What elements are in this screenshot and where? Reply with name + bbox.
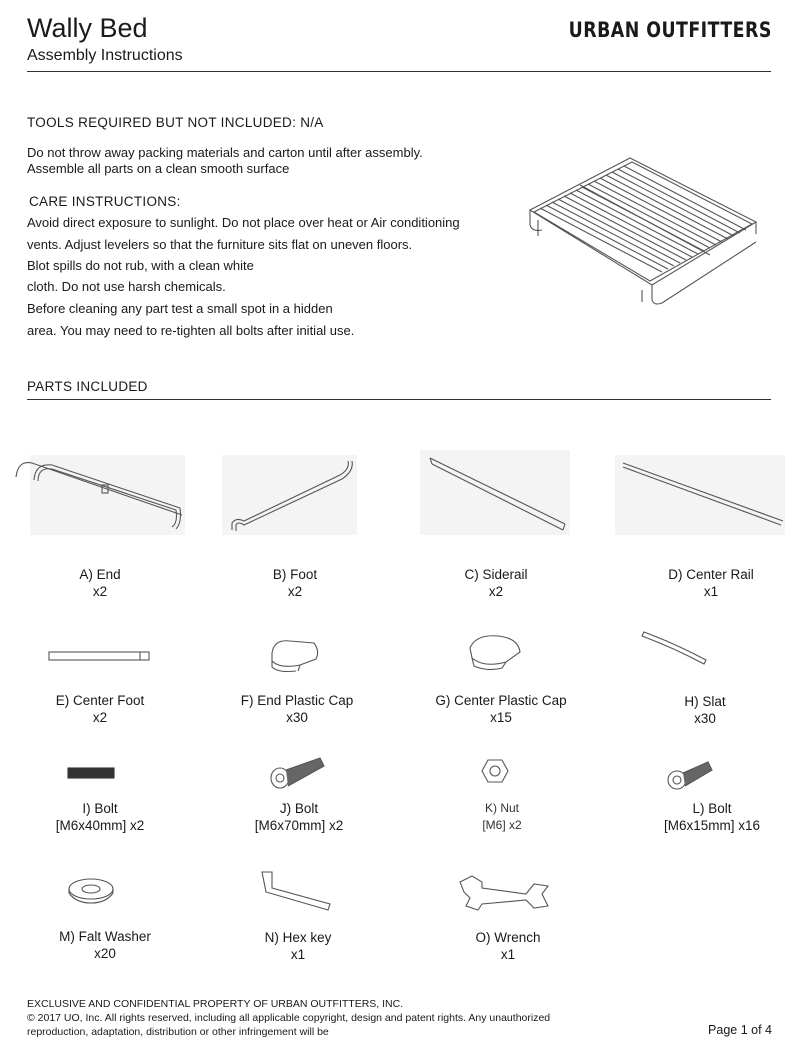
care-line: cloth. Do not use harsh chemicals. bbox=[27, 279, 226, 294]
nut-icon bbox=[480, 756, 510, 786]
brand-logo: URBAN OUTFITTERS bbox=[568, 18, 772, 42]
footer-line: reproduction, adaptation, distribution or other infringement will be bbox=[27, 1026, 329, 1038]
flat-washer-icon bbox=[66, 876, 116, 906]
part-qty: x15 bbox=[490, 710, 512, 725]
part-k bbox=[417, 800, 587, 834]
footer-line: © 2017 UO, Inc. All rights reserved, including all applicable copyright, design and patent rights. Any unauthorized bbox=[27, 1012, 551, 1024]
care-line: Avoid direct exposure to sunlight. Do not place over heat or Air conditioning bbox=[27, 215, 460, 230]
parts-divider bbox=[27, 399, 771, 400]
part-qty: [M6] x2 bbox=[482, 818, 522, 832]
center-rail-icon bbox=[615, 455, 785, 535]
part-qty: [M6x40mm] x2 bbox=[55, 818, 145, 833]
tools-required: TOOLS REQUIRED BUT NOT INCLUDED: N/A bbox=[27, 115, 324, 130]
part-qty: [M6x15mm] x16 bbox=[663, 818, 761, 833]
part-name: L) Bolt bbox=[692, 801, 732, 816]
part-name: B) Foot bbox=[272, 567, 318, 582]
parts-heading: PARTS INCLUDED bbox=[27, 379, 148, 394]
part-qty: [M6x70mm] x2 bbox=[254, 818, 344, 833]
part-qty: x2 bbox=[92, 710, 108, 725]
part-qty: x30 bbox=[694, 711, 716, 726]
slat-icon bbox=[640, 628, 710, 670]
part-j bbox=[214, 800, 384, 834]
part-qty: x20 bbox=[94, 946, 116, 961]
part-name: E) Center Foot bbox=[55, 693, 145, 708]
end-plastic-cap-icon bbox=[266, 633, 322, 673]
bed-frame-illustration bbox=[520, 150, 765, 310]
part-f bbox=[212, 692, 382, 726]
bolt-m6x15-icon bbox=[664, 758, 714, 792]
part-l bbox=[627, 800, 797, 834]
part-m bbox=[20, 928, 190, 962]
part-g bbox=[416, 692, 586, 726]
note-line: Assemble all parts on a clean smooth surface bbox=[27, 161, 290, 176]
part-name: H) Slat bbox=[684, 694, 726, 709]
care-line: Before cleaning any part test a small spot in a hidden bbox=[27, 301, 333, 316]
part-h bbox=[620, 693, 790, 727]
part-name: K) Nut bbox=[484, 801, 519, 815]
part-a bbox=[15, 566, 185, 600]
footer-legal bbox=[27, 997, 627, 1039]
part-qty: x1 bbox=[703, 584, 719, 599]
header-divider bbox=[27, 71, 771, 72]
part-n bbox=[213, 929, 383, 963]
part-name: M) Falt Washer bbox=[59, 929, 151, 944]
part-o bbox=[423, 929, 593, 963]
care-line: vents. Adjust levelers so that the furniture sits flat on uneven floors. bbox=[27, 237, 413, 252]
page-number: Page 1 of 4 bbox=[708, 1023, 772, 1037]
part-i bbox=[15, 800, 185, 834]
part-d bbox=[626, 566, 796, 600]
part-c bbox=[411, 566, 581, 600]
part-name: D) Center Rail bbox=[668, 567, 754, 582]
center-foot-icon bbox=[48, 650, 152, 664]
part-qty: x2 bbox=[287, 584, 303, 599]
end-rail-icon bbox=[30, 455, 185, 535]
hex-key-icon bbox=[256, 866, 336, 912]
part-name: O) Wrench bbox=[475, 930, 541, 945]
part-b bbox=[210, 566, 380, 600]
wrench-icon bbox=[456, 872, 551, 914]
part-qty: x1 bbox=[290, 947, 306, 962]
bolt-m6x40-icon bbox=[66, 766, 116, 780]
document-title: Wally Bed bbox=[27, 13, 148, 43]
part-e bbox=[15, 692, 185, 726]
part-name: G) Center Plastic Cap bbox=[435, 693, 567, 708]
footer-line: EXCLUSIVE AND CONFIDENTIAL PROPERTY OF URBAN OUTFITTERS, INC. bbox=[27, 998, 404, 1010]
part-qty: x2 bbox=[92, 584, 108, 599]
part-name: C) Siderail bbox=[464, 567, 528, 582]
part-name: A) End bbox=[79, 567, 121, 582]
part-qty: x2 bbox=[488, 584, 504, 599]
bolt-m6x70-icon bbox=[266, 752, 326, 792]
part-name: I) Bolt bbox=[82, 801, 118, 816]
note-line: Do not throw away packing materials and carton until after assembly. bbox=[27, 145, 423, 160]
part-name: J) Bolt bbox=[279, 801, 319, 816]
foot-rail-icon bbox=[222, 455, 357, 535]
care-line: Blot spills do not rub, with a clean white bbox=[27, 258, 254, 273]
siderail-icon bbox=[420, 450, 570, 535]
care-heading: CARE INSTRUCTIONS: bbox=[29, 194, 181, 209]
part-name: N) Hex key bbox=[264, 930, 332, 945]
care-line: area. You may need to re-tighten all bolts after initial use. bbox=[27, 323, 355, 338]
part-qty: x1 bbox=[500, 947, 516, 962]
center-plastic-cap-icon bbox=[466, 630, 526, 674]
part-name: F) End Plastic Cap bbox=[240, 693, 354, 708]
part-qty: x30 bbox=[286, 710, 308, 725]
document-subtitle: Assembly Instructions bbox=[27, 47, 183, 64]
